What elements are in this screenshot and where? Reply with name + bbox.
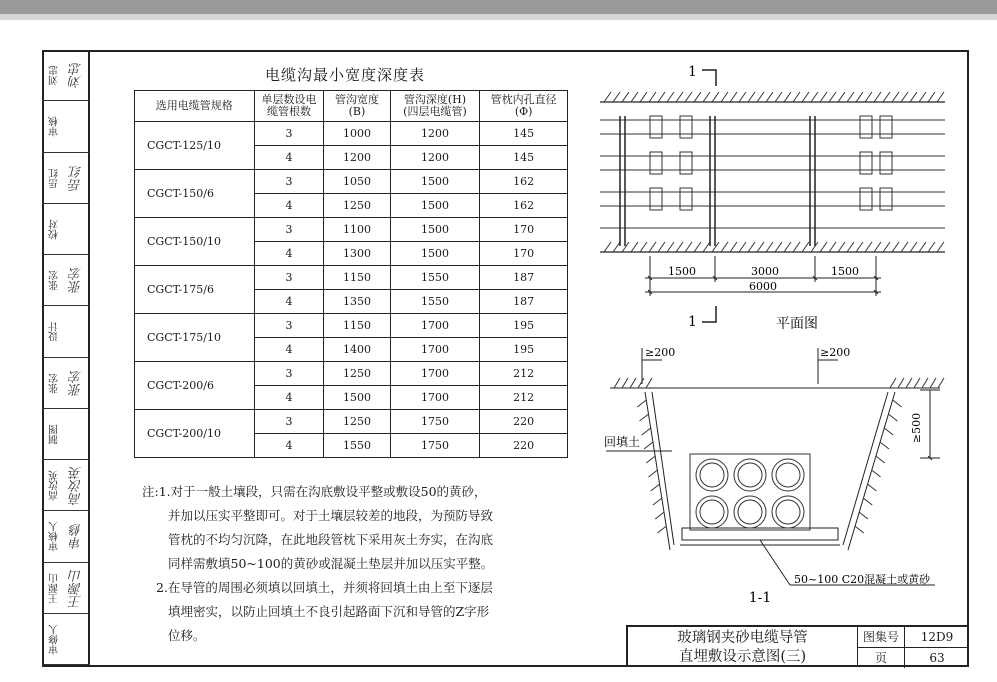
table-cell: 1550 [390,266,480,290]
signature-stripe [42,50,90,667]
table-cell: 1200 [324,146,390,170]
sign-cell [42,511,90,562]
sign-cell [42,409,90,460]
table-cell: 1550 [390,290,480,314]
sign-cell [42,614,90,665]
table-row [135,362,568,386]
signature [66,409,88,460]
plan-dim-c: 1500 [831,265,859,278]
table-cell: 1100 [324,218,390,242]
table-cell: 1500 [324,386,390,410]
sign-role-label: 制图 [49,424,61,445]
sign-role-label: 张宏 [49,373,61,394]
title-block [626,625,969,667]
section-dim-depth: ≥500 [910,412,923,444]
sign-cell [42,50,90,101]
table-cell: 162 [480,194,568,218]
page-number: 63 [929,651,945,665]
table-cell: 145 [480,122,568,146]
note-2-line-1: 2.在导管的周围必须填以回填土，并须将回填土由上至下逐层 [156,580,493,595]
sign-cell [42,255,90,306]
section-marker-bottom: 1 [688,314,697,330]
sign-cell [42,358,90,409]
plan-caption: 平面图 [776,316,818,332]
table-cell: 1500 [390,170,480,194]
drawing-name-line-2: 直埋敷设示意图(三) [678,649,807,665]
table-cell: 195 [480,314,568,338]
table-cell: 1500 [390,194,480,218]
plan-dim-a: 1500 [668,265,696,278]
table-cell: 3 [254,314,324,338]
column-header: 管沟深度(H) (四层电缆管) [390,91,480,122]
table-row [135,410,568,434]
plan-dim-total: 6000 [749,280,777,293]
sign-role-label: 审核人 [49,521,61,552]
sign-cell [42,204,90,255]
drawing-name [628,627,858,667]
section-dim-left: ≥200 [645,346,676,359]
sign-cell [42,306,90,357]
cable-trench-table [134,90,568,458]
note-2-line-3: 位移。 [168,628,206,643]
spec-cell: CGCT-175/6 [135,266,255,314]
table-cell: 1500 [390,218,480,242]
table-cell: 212 [480,362,568,386]
section-bedding-label: 50~100 C20混凝土或黄砂 [794,573,931,586]
table-cell: 170 [480,218,568,242]
sign-role-label: 设计 [49,321,61,342]
table-cell: 212 [480,386,568,410]
sign-cell [42,101,90,152]
plan-view-drawing [590,60,960,340]
sign-role-label: 张宏 [49,270,61,291]
table-cell: 187 [480,266,568,290]
signature: 张宏 [69,370,85,397]
table-cell: 1000 [324,122,390,146]
table-cell: 3 [254,266,324,290]
table-header-row [135,91,568,122]
table-cell: 1150 [324,266,390,290]
table-cell: 1400 [324,338,390,362]
table-cell: 3 [254,218,324,242]
atlas-number-value: 12D9 [905,627,969,648]
table-row [135,122,568,146]
table-cell: 4 [254,434,324,458]
table-cell: 3 [254,122,324,146]
section-backfill-label: 回填土 [604,435,641,449]
spec-cell: CGCT-200/6 [135,362,255,410]
table-cell: 1150 [324,314,390,338]
table-cell: 4 [254,146,324,170]
sign-role-label: 高汝英 [49,470,61,501]
signature: 高汝英 [69,466,85,506]
signature [66,101,88,152]
column-header: 管沟宽度 (B) [324,91,390,122]
table-cell: 220 [480,434,568,458]
table-row [135,170,568,194]
sign-cell [42,153,90,204]
table-cell: 187 [480,290,568,314]
signature: 审修 [69,523,85,550]
table-row [135,314,568,338]
column-header: 管枕内孔直径 (Φ) [480,91,568,122]
section-view-drawing [590,340,960,610]
signature [66,204,88,255]
sign-role-label: 刘忠 [49,65,61,86]
sign-role-label: 岳红 [49,168,61,189]
note-1-line-1: 注:1.对于一般土壤段，只需在沟底敷设平整或敷设50的黄砂， [142,484,487,499]
signature: 刘忠 [69,62,85,89]
signature [66,614,88,665]
table-cell: 1700 [390,362,480,386]
table-cell: 1750 [390,434,480,458]
sign-role-label: 审核 [49,116,61,137]
table-cell: 4 [254,386,324,410]
table-cell: 1250 [324,410,390,434]
table-row [135,218,568,242]
table-cell: 145 [480,146,568,170]
sign-cell [42,460,90,511]
table-cell: 195 [480,338,568,362]
table-cell: 1750 [390,410,480,434]
drawing-name-line-1: 玻璃钢夹砂电缆导管 [677,630,808,646]
section-marker-top: 1 [688,64,697,80]
spec-cell: CGCT-200/10 [135,410,255,458]
table-cell: 4 [254,290,324,314]
sign-role-label: 审修人 [49,624,61,655]
table-cell: 1250 [324,194,390,218]
table-cell: 1050 [324,170,390,194]
signature: 王源山 [69,568,85,608]
table-cell: 3 [254,410,324,434]
note-1-line-2: 并加以压实平整即可。对于土壤层较差的地段，为预防导致 [168,508,494,523]
table-cell: 1350 [324,290,390,314]
signature: 岳红 [69,165,85,192]
table-cell: 3 [254,170,324,194]
table-cell: 1700 [390,386,480,410]
table-cell: 3 [254,362,324,386]
table-cell: 1550 [324,434,390,458]
atlas-number-label: 图集号 [858,627,905,648]
sign-role-label: 校对 [49,219,61,240]
table-cell: 1200 [390,122,480,146]
table-cell: 1500 [390,242,480,266]
table-cell: 170 [480,242,568,266]
section-dim-right: ≥200 [820,346,851,359]
table-row [135,266,568,290]
spec-cell: CGCT-175/10 [135,314,255,362]
section-caption: 1-1 [748,590,772,606]
viewer-top-bar [0,0,997,14]
sign-role-label: 王源山 [49,573,61,604]
note-2-line-2: 填埋密实，以防止回填土不良引起路面下沉和导管的Z字形 [168,604,490,619]
plan-dim-b: 3000 [751,265,779,278]
spec-cell: CGCT-150/10 [135,218,255,266]
table-cell: 1700 [390,338,480,362]
signature: 张宏 [69,267,85,294]
notes [142,480,502,648]
table-cell: 1300 [324,242,390,266]
spec-cell: CGCT-150/6 [135,170,255,218]
table-cell: 4 [254,194,324,218]
sign-cell [42,563,90,614]
table-cell: 1250 [324,362,390,386]
table-cell: 4 [254,242,324,266]
note-1-line-3: 管枕的不均匀沉降，在此地段管枕下采用灰土夯实，在沟底 [168,532,494,547]
spec-cell: CGCT-125/10 [135,122,255,170]
note-1-line-4: 同样需敷填50~100的黄砂或混凝土垫层并加以压实平整。 [168,556,494,571]
table-cell: 4 [254,338,324,362]
table-cell: 1200 [390,146,480,170]
column-header: 单层数设电 缆管根数 [254,91,324,122]
signature [66,306,88,357]
table-cell: 162 [480,170,568,194]
table-cell: 220 [480,410,568,434]
table-cell: 1700 [390,314,480,338]
table-title: 电缆沟最小宽度深度表 [264,66,425,84]
viewer-top-bar-shadow [0,14,997,20]
page-label: 页 [858,648,905,668]
column-header: 选用电缆管规格 [135,91,255,122]
